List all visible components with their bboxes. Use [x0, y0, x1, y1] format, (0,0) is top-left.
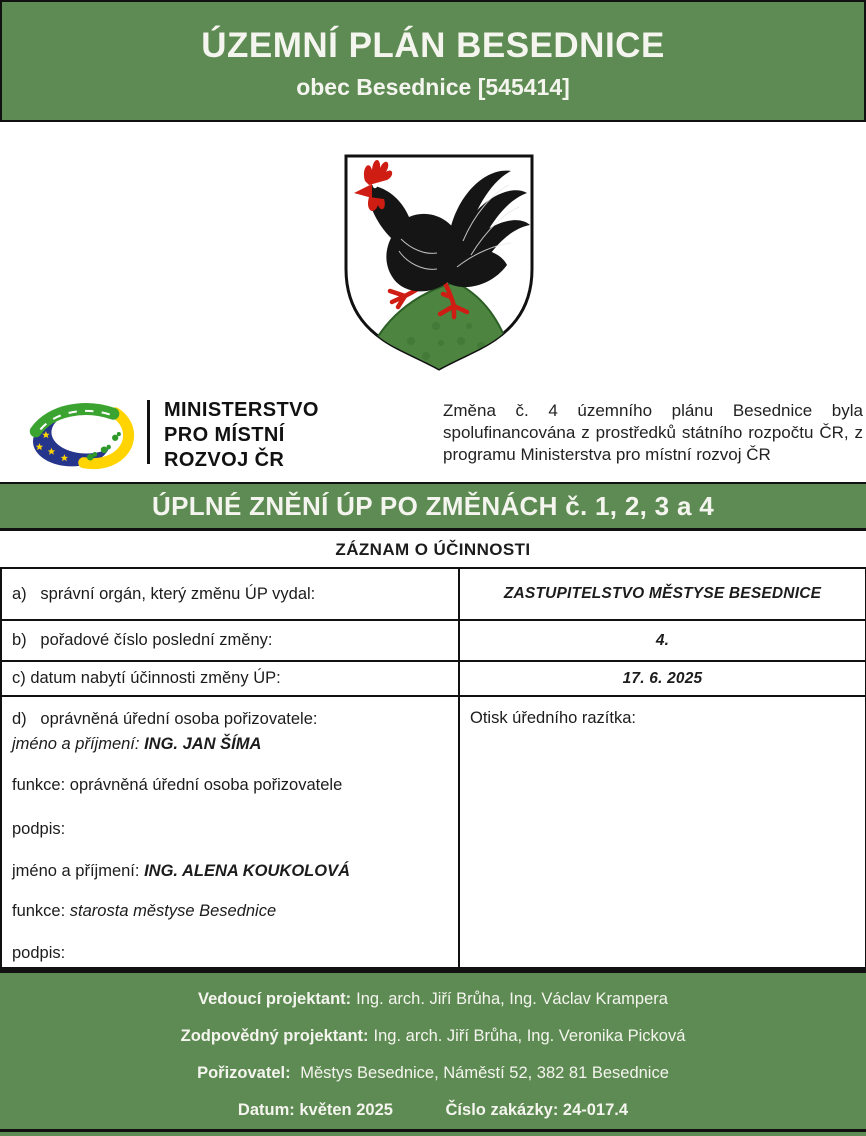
footer-row-porizovatel: Pořizovatel: Městys Besednice, Náměstí 52, 382 81 Besednice: [197, 1064, 669, 1082]
row-d-podpis2: podpis:: [12, 944, 66, 962]
row-d-name2: jméno a příjmení: ING. ALENA KOUKOLOVÁ: [12, 862, 351, 880]
footer-row-vedouci: Vedoucí projektant: Ing. arch. Jiří Brůha, Ing. Václav Krampera: [198, 990, 668, 1008]
record-table: [0, 567, 866, 970]
ministry-name: MINISTERSTVO PRO MÍSTNÍ ROZVOJ ČR: [164, 399, 319, 471]
row-b-label: b) pořadové číslo poslední změny:: [0, 619, 460, 660]
logo-divider: [147, 400, 150, 464]
row-d-funkce1: funkce: oprávněná úřední osoba pořizovatele: [12, 776, 343, 794]
row-d-name1: jméno a příjmení: ING. JAN ŠÍMA: [12, 735, 262, 753]
row-c-value: 17. 6. 2025: [460, 660, 866, 695]
stamp-label: Otisk úředního razítka:: [460, 695, 866, 967]
document-header: [0, 0, 866, 122]
row-c-label: c) datum nabytí účinnosti změny ÚP:: [0, 660, 460, 695]
row-d-left: [0, 695, 460, 967]
footer-bottom-rule: [0, 1129, 866, 1132]
row-a-label: a) správní orgán, který změnu ÚP vydal:: [0, 569, 460, 619]
page-title: ÚZEMNÍ PLÁN BESEDNICE: [201, 26, 665, 65]
row-d-heading: d) oprávněná úřední osoba pořizovatele:: [12, 710, 318, 728]
footer-row-date: [0, 1100, 866, 1120]
row-b-value: 4.: [460, 619, 866, 660]
mmr-logo-icon: [24, 399, 138, 471]
row-d-funkce2: funkce: starosta městyse Besednice: [12, 902, 277, 920]
record-title: ZÁZNAM O ÚČINNOSTI: [335, 540, 531, 559]
document-footer: [0, 970, 866, 1136]
row-d-podpis1: podpis:: [12, 820, 66, 838]
row-a-value: ZASTUPITELSTVO MĚSTYSE BESEDNICE: [460, 569, 866, 619]
funding-note: Změna č. 4 územního plánu Besednice byla spolufinancována z prostředků státního rozpočtu ČR, z programu Ministerstva pro místní rozvoj ČR: [443, 401, 863, 464]
footer-order-number: Číslo zakázky: 24-017.4: [445, 1101, 629, 1119]
footer-row-zodpovedny: Zodpovědný projektant: Ing. arch. Jiří Brůha, Ing. Veronika Picková: [180, 1027, 686, 1045]
page-subtitle: obec Besednice [545414]: [296, 74, 570, 100]
full-text-banner: [0, 482, 866, 531]
footer-date: Datum: květen 2025: [237, 1101, 393, 1119]
besednice-coat-of-arms-icon: [341, 150, 537, 374]
banner-text: ÚPLNÉ ZNĚNÍ ÚP PO ZMĚNÁCH č. 1, 2, 3 a 4: [152, 490, 714, 521]
